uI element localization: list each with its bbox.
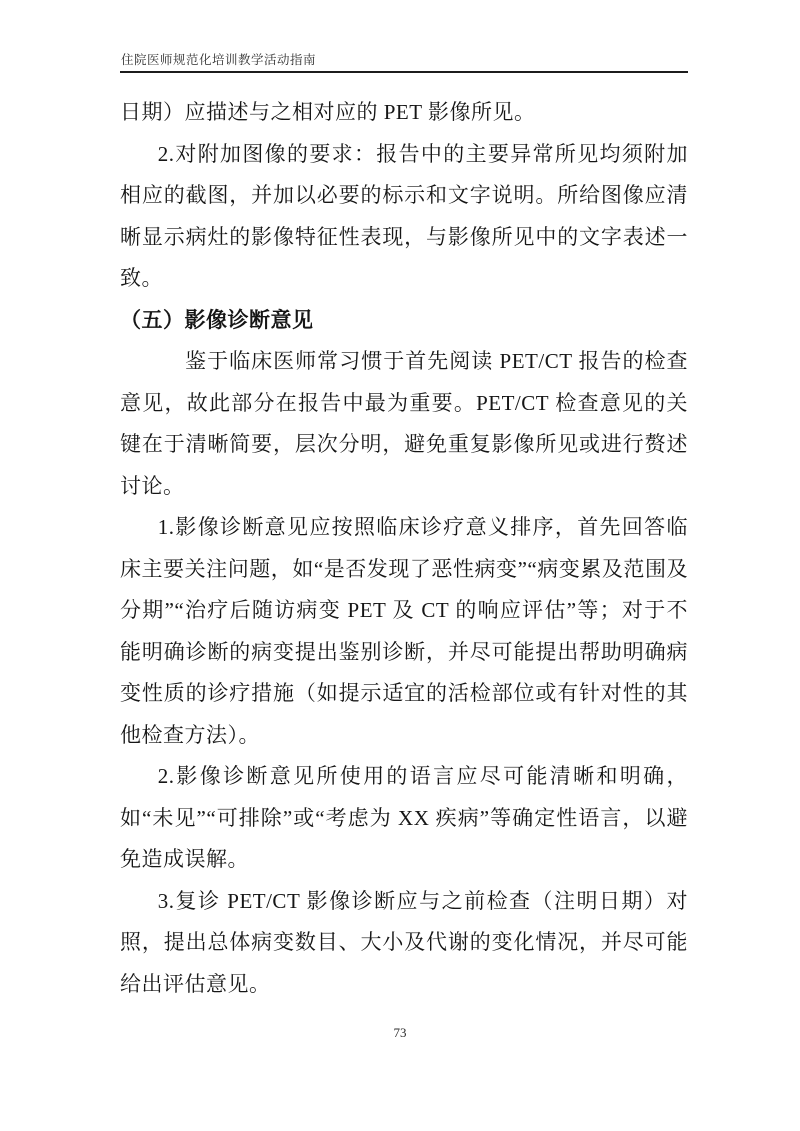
section-heading: （五）影像诊断意见 <box>120 307 314 332</box>
page-number: 73 <box>393 1025 407 1040</box>
paragraph-item-2: 2.影像诊断意见所使用的语言应尽可能清晰和明确，如“未见”“可排除”或“考虑为 XX 疾病”等确定性语言，以避免造成误解。 <box>120 764 688 871</box>
header-rule <box>120 71 688 73</box>
paragraph-intro: 鉴于临床医师常习惯于首先阅读 PET/CT 报告的检查意见，故此部分在报告中最为重要。PET/CT 检查意见的关键在于清晰简要，层次分明，避免重复影像所见或进行赘述讨论。 <box>120 349 688 498</box>
running-title: 住院医师规范化培训教学活动指南 <box>121 53 317 67</box>
paragraph-item-3: 3.复诊 PET/CT 影像诊断应与之前检查（注明日期）对照，提出总体病变数目、大小及代谢的变化情况，并尽可能给出评估意见。 <box>120 888 688 996</box>
paragraph-image-requirements: 2.对附加图像的要求：报告中的主要异常所见均须附加相应的截图，并加以必要的标示和文字说明。所给图像应清晰显示病灶的影像特征性表现，与影像所见中的文字表述一致。 <box>120 141 688 290</box>
paragraph-continuation: 日期）应描述与之相对应的 PET 影像所见。 <box>120 100 536 124</box>
document-body <box>120 92 688 1005</box>
paragraph-item-1: 1.影像诊断意见应按照临床诊疗意义排序，首先回答临床主要关注问题，如“是否发现了恶性病变”“病变累及范围及分期”“治疗后随访病变 PET 及 CT 的响应评估”等；对于不能明确诊断的病变提出鉴别诊断，并尽可能提出帮助明确病变性质的诊疗措施（如提示适宜的活检部位或有针对性的其他检查方法）。 <box>120 515 688 747</box>
page-footer <box>0 1025 800 1041</box>
page-header <box>121 50 316 68</box>
